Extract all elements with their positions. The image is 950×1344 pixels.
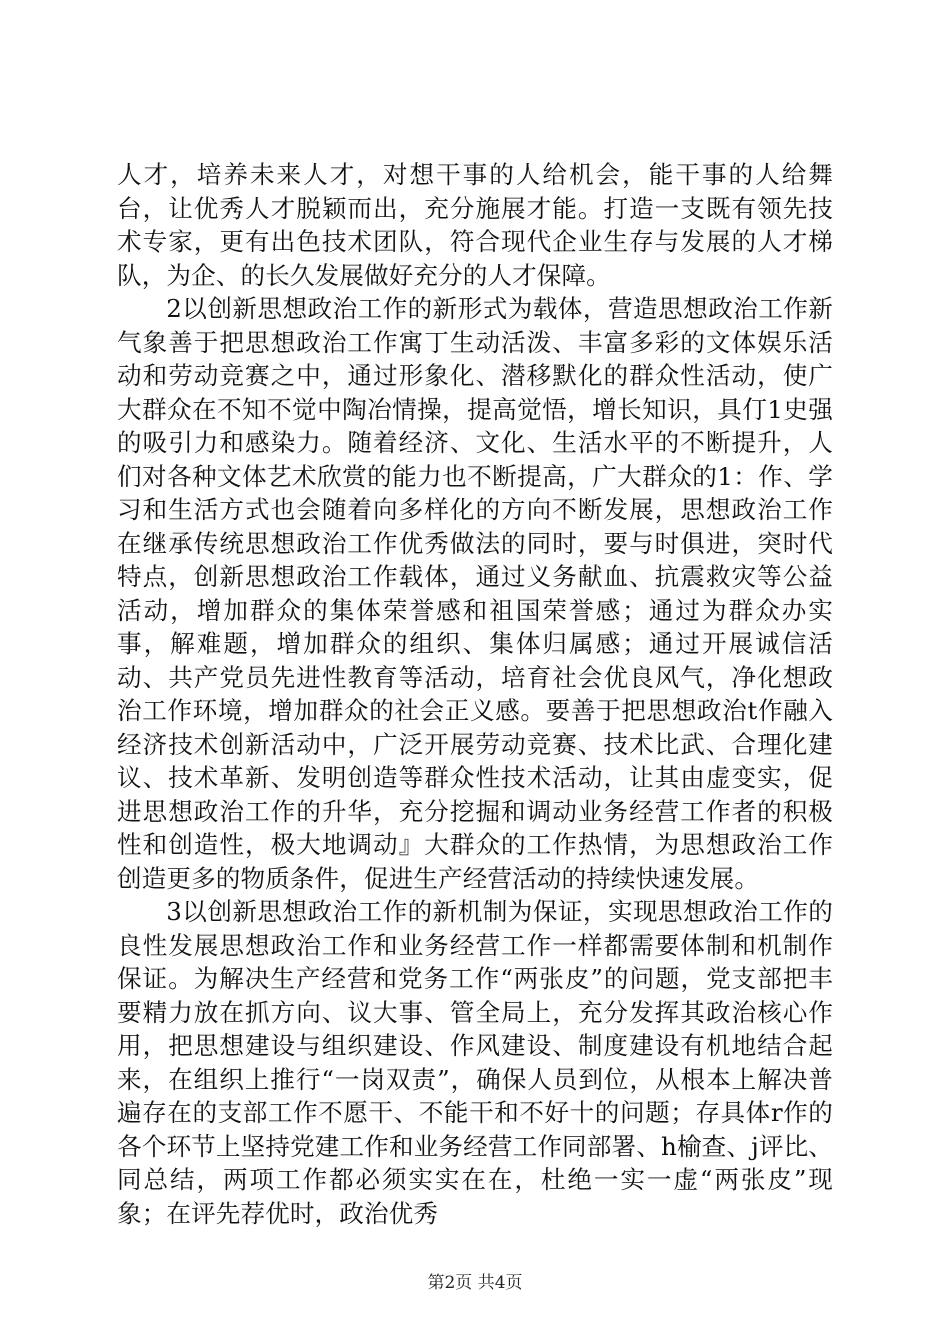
paragraph-point-3: 3以创新思想政治工作的新机制为保证，实现思想政治工作的良性发展思想政治工作和业务经营工作一样都需要体制和机制作保证。为解决生产经营和党务工作“两张皮”的问题，党支部把丰要精力放在抓方向、议大事、管全局上，充分发挥其政治核心作用，把思想建设与组织建设、作风建设、制度建设有机地结合起来，在组织上推行“一岗双责”，确保人员到位，从根本上解决普遍存在的支部工作不愿干、不能干和不好十的问题；存具体r作的各个环节上坚持党建工作和业务经营工作同部署、h榆查、j评比、同总结，两项工作都必须实实在在，杜绝一实一虚“两张皮”现象；在评先荐优时，政治优秀 [117,897,833,1228]
page-number-footer: 第2页 共4页 [427,1273,523,1293]
paragraph-point-2: 2以创新思想政治工作的新形式为载体，营造思想政治工作新气象善于把思想政治工作寓丁生动活泼、丰富多彩的文体娱乐活动和劳动竞赛之中，通过形象化、潜移默化的群众性活动，使广大群众在不知不觉中陶冶情操，提高觉悟，增长知识，具仃1史强的吸引力和感染力。随着经济、文化、生活水平的不断提升，人们对各种文体艺术欣赏的能力也不断提高，广大群众的1：作、学习和生活方式也会随着向多样化的方向不断发展，思想政治工作在继承传统思想政治工作优秀做法的同时，要与时俱进，突时代特点，创新思想政治工作载体，通过义务献血、抗震救灾等公益活动，增加群众的集体荣誉感和祖国荣誉感；通过为群众办实事，解难题，增加群众的组织、集体归属感；通过开展诚信活动、共产党员先进性教育等活动，培育社会优良风气，净化想政治工作环境，增加群众的社会正义感。要善于把思想政治t作融入经济技术创新活动中，广泛开展劳动竞赛、技术比武、合理化建议、技术革新、发明创造等群众性技术活动，让其由虚变实，促进思想政治工作的升华，充分挖掘和调动业务经营工作者的积极性和创造性，极大地调动』大群众的工作热情，为思想政治工作创造更多的物质条件，促进生产经营活动的持续快速发展。 [117,294,833,893]
document-body [117,158,833,1230]
paragraph-talent-summary: 人才，培养未来人才，对想干事的人给机会，能干事的人给舞台，让优秀人才脱颖而出，充分施展才能。打造一支既有领先技术专家，更有出色技术团队，符合现代企业生存与发展的人才梯队，为企、的长久发展做好充分的人才保障。 [117,160,833,290]
